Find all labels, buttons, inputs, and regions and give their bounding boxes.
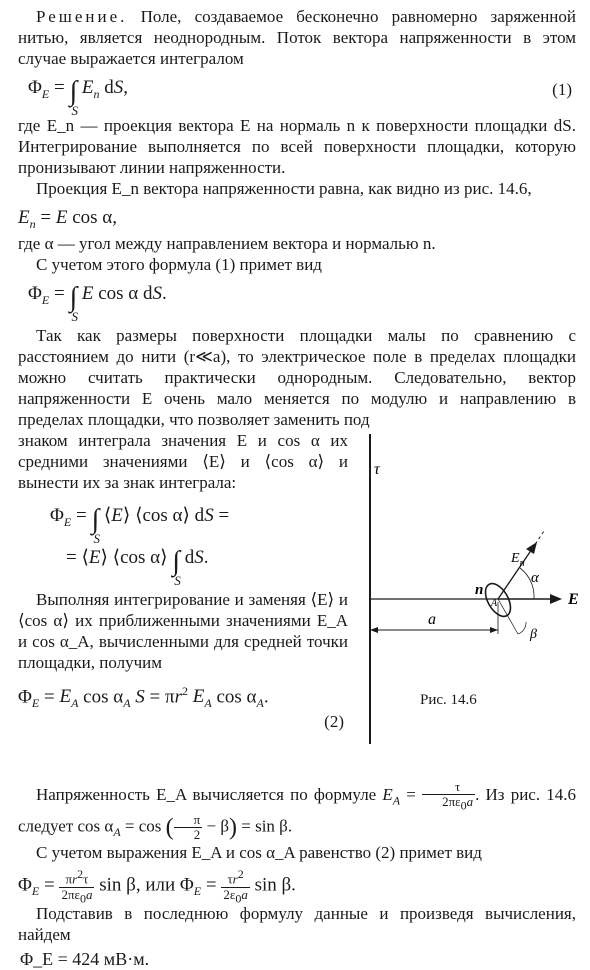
thread-label-tau: τ xyxy=(374,461,380,478)
equation-2-number: (2) xyxy=(324,712,344,731)
beta-arc xyxy=(518,622,526,634)
equation-final xyxy=(18,865,576,906)
solution-lead: Решение. xyxy=(36,7,128,26)
equation-average-2 xyxy=(18,541,348,588)
paragraph-substitution: С учетом выражения E_A и cos α_A равенство (2) примет вид xyxy=(36,843,482,863)
equation-final-math: $\Phi_E$ = $\frac{\pi r^2\tau}{2\pi\varepsilon_0a}$ sin β, или $\Phi_E$ = $\frac{\tau r^2}{2\varepsilon_0a}$ sin β. xyxy=(18,867,296,906)
vector-e-arrowhead xyxy=(550,594,562,604)
paragraph-calculation: Подставив в последнюю формулу данные и произведя вычисления, найдем xyxy=(18,904,576,945)
equation-flux-cos xyxy=(18,277,576,324)
label-beta: β xyxy=(530,627,537,642)
ea-formula-text-b: . Из рис. 14.6 следует xyxy=(18,785,577,835)
paragraph-solution-intro xyxy=(18,6,576,69)
equation-en-math: $E_n = E$ cos α, xyxy=(18,207,117,231)
ea-formula-text-a: Напряженность E_A вычисляется по формуле xyxy=(36,785,377,805)
equation-average-1 xyxy=(18,499,348,546)
label-point-a: A xyxy=(491,598,498,609)
figure-caption: Рис. 14.6 xyxy=(420,692,477,708)
equation-average-2-math: = ⟨E⟩ ⟨cos α⟩ ∫ S dS. xyxy=(66,546,209,588)
paragraph-integration: Выполняя интегрирование и заменяя ⟨E⟩ и ⟨cos α⟩ их приближенными значениями E_A и cos α_A, вычисленными для средней точки площадки, получим xyxy=(18,590,348,672)
label-a: a xyxy=(428,611,436,628)
equation-1-math: $\Phi_E$ = ∫ S $E_n$ dS, xyxy=(28,76,128,118)
solution-intro-text: Поле, создаваемое бесконечно равномерно заряженной нитью, является неоднородным. Поток вектора напряженности в этом случае выражается интегралом xyxy=(18,7,576,68)
dimension-arrow-left xyxy=(370,627,378,633)
equation-flux-cos-math: $\Phi_E$ = ∫ S E cos α dS. xyxy=(28,282,167,324)
paragraph-uniform-field: Так как размеры поверхности площадки малы по сравнению с расстоянием до нити (r≪a), то электрическое поле в пределах площадки можно считать практически однородным. Следовательно, вектор напряженности E очень мало меняется по модулю и направлению в пределах площадки, что позволяет заменить под xyxy=(18,326,576,429)
label-n: n xyxy=(475,582,484,598)
equation-1 xyxy=(18,71,576,118)
paragraph-en-definition: где E_n — проекция вектора E на нормаль n к поверхности площадки dS. Интегрирование выполняется по всей поверхности площадки, которую пронизывают линии напряженности. xyxy=(18,116,576,177)
label-e: E xyxy=(568,591,579,608)
dimension-arrow-right xyxy=(490,627,498,633)
paragraph-alpha-definition: где α — угол между направлением вектора и нормалью n. xyxy=(18,234,436,253)
paragraph-averages: знаком интеграла значения E и cos α их средними значениями ⟨E⟩ и ⟨cos α⟩ и вынести их за знак интеграла: xyxy=(18,431,348,492)
equation-2-math: $\Phi_E = E_A$ $\cos \alpha_A$ $S = \pi r^2$ $E_A$ $\cos \alpha_A$. xyxy=(18,684,269,711)
equation-2 xyxy=(18,675,348,709)
text-with-figure xyxy=(18,430,579,760)
surface-element xyxy=(480,579,515,620)
label-en: $E_n$ xyxy=(511,551,525,569)
left-column xyxy=(18,430,348,732)
equation-en xyxy=(18,201,576,231)
result-line: Φ_E = 424 мВ·м. xyxy=(20,949,150,970)
textbook-page xyxy=(18,6,579,970)
equation-1-number: (1) xyxy=(552,80,572,99)
label-alpha: α xyxy=(531,570,539,586)
paragraph-ea-formula: Напряженность E_A вычисляется по формуле $E_A$ = $\frac{\tau}{2\pi\varepsilon_0a}$ . Из рис. 14.6 следует $\cos \alpha_A = \cos$ ( $\frac{\pi}{2}$ − β) = sin β. xyxy=(18,779,577,842)
paragraph-formula-form: С учетом этого формула (1) примет вид xyxy=(36,255,322,274)
equation-final-or: , или xyxy=(135,874,176,896)
ea-fraction: $\frac{\tau}{2\pi\varepsilon_0a}$ xyxy=(422,780,475,813)
equation-average-1-math: $\Phi_E$ = ∫ S ⟨E⟩ ⟨cos α⟩ dS = xyxy=(50,504,230,546)
paragraph-projection: Проекция E_n вектора напряженности равна, как видно из рис. 14.6, xyxy=(36,179,532,198)
